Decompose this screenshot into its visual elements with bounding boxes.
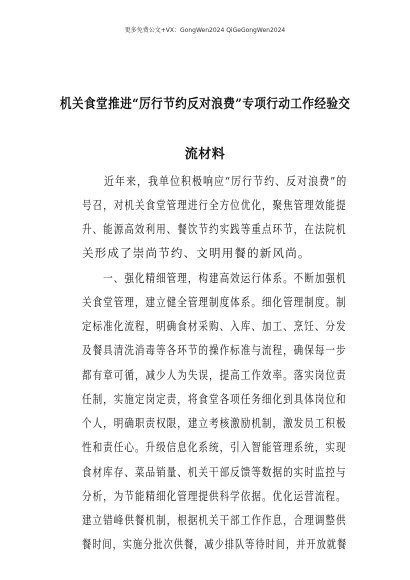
body-line: 及餐具清洗消毒等各环节的操作标准与流程，确保每一步 [82,343,347,357]
body-line: 都有章可循，减少人为失误，提高工作效率。落实岗位责 [82,368,347,382]
document-title-line-1: 机关食堂推进“厉行节约反对浪费”专项行动工作经验交 [59,97,351,112]
body-line: 分析，为节能精细化管理提供科学依据。优化运营流程。 [82,489,347,503]
body-line: 餐时间，实施分批次供餐，减少排队等待时间，并开放就餐 [82,537,348,551]
body-line: 个人，明确职责权限，建立考核激励机制，激发员工积极 [82,416,347,430]
body-line: 升、能源高效利用、餐饮节约实践等重点环节，在法院机 [82,222,347,236]
header-note: 更多免费公文+VX：GongWen2024 QiGeGongWen2024 [124,27,286,34]
body-line: 近年来，我单位积极响应“厉行节约、反对浪费”的 [82,174,348,188]
body-line: 一、强化精细管理，构建高效运行体系。不断加强机 [82,271,347,285]
body-line: 关形成了崇尚节约、文明用餐的新风尚。 [82,246,311,260]
body-line: 建立错峰供餐机制，根据机关干部工作作息，合理调整供 [82,513,347,527]
document-title-line-2: 流材料 [184,147,226,162]
body-line: 任制，实施定岗定责，将食堂各项任务细化到具体岗位和 [82,392,347,406]
body-line: 食材库存、菜品销量、机关干部反馈等数据的实时监控与 [82,465,347,479]
body-line: 关食堂管理，建立健全管理制度体系。细化管理制度。制 [82,295,347,309]
body-line: 性和责任心。升级信息化系统，引入智能管理系统，实现 [82,440,347,454]
body-line: 定标准化流程，明确食材采购、入库、加工、烹饪、分发 [82,319,347,333]
body-line: 号召，对机关食堂管理进行全方位优化，聚焦管理效能提 [82,198,347,212]
